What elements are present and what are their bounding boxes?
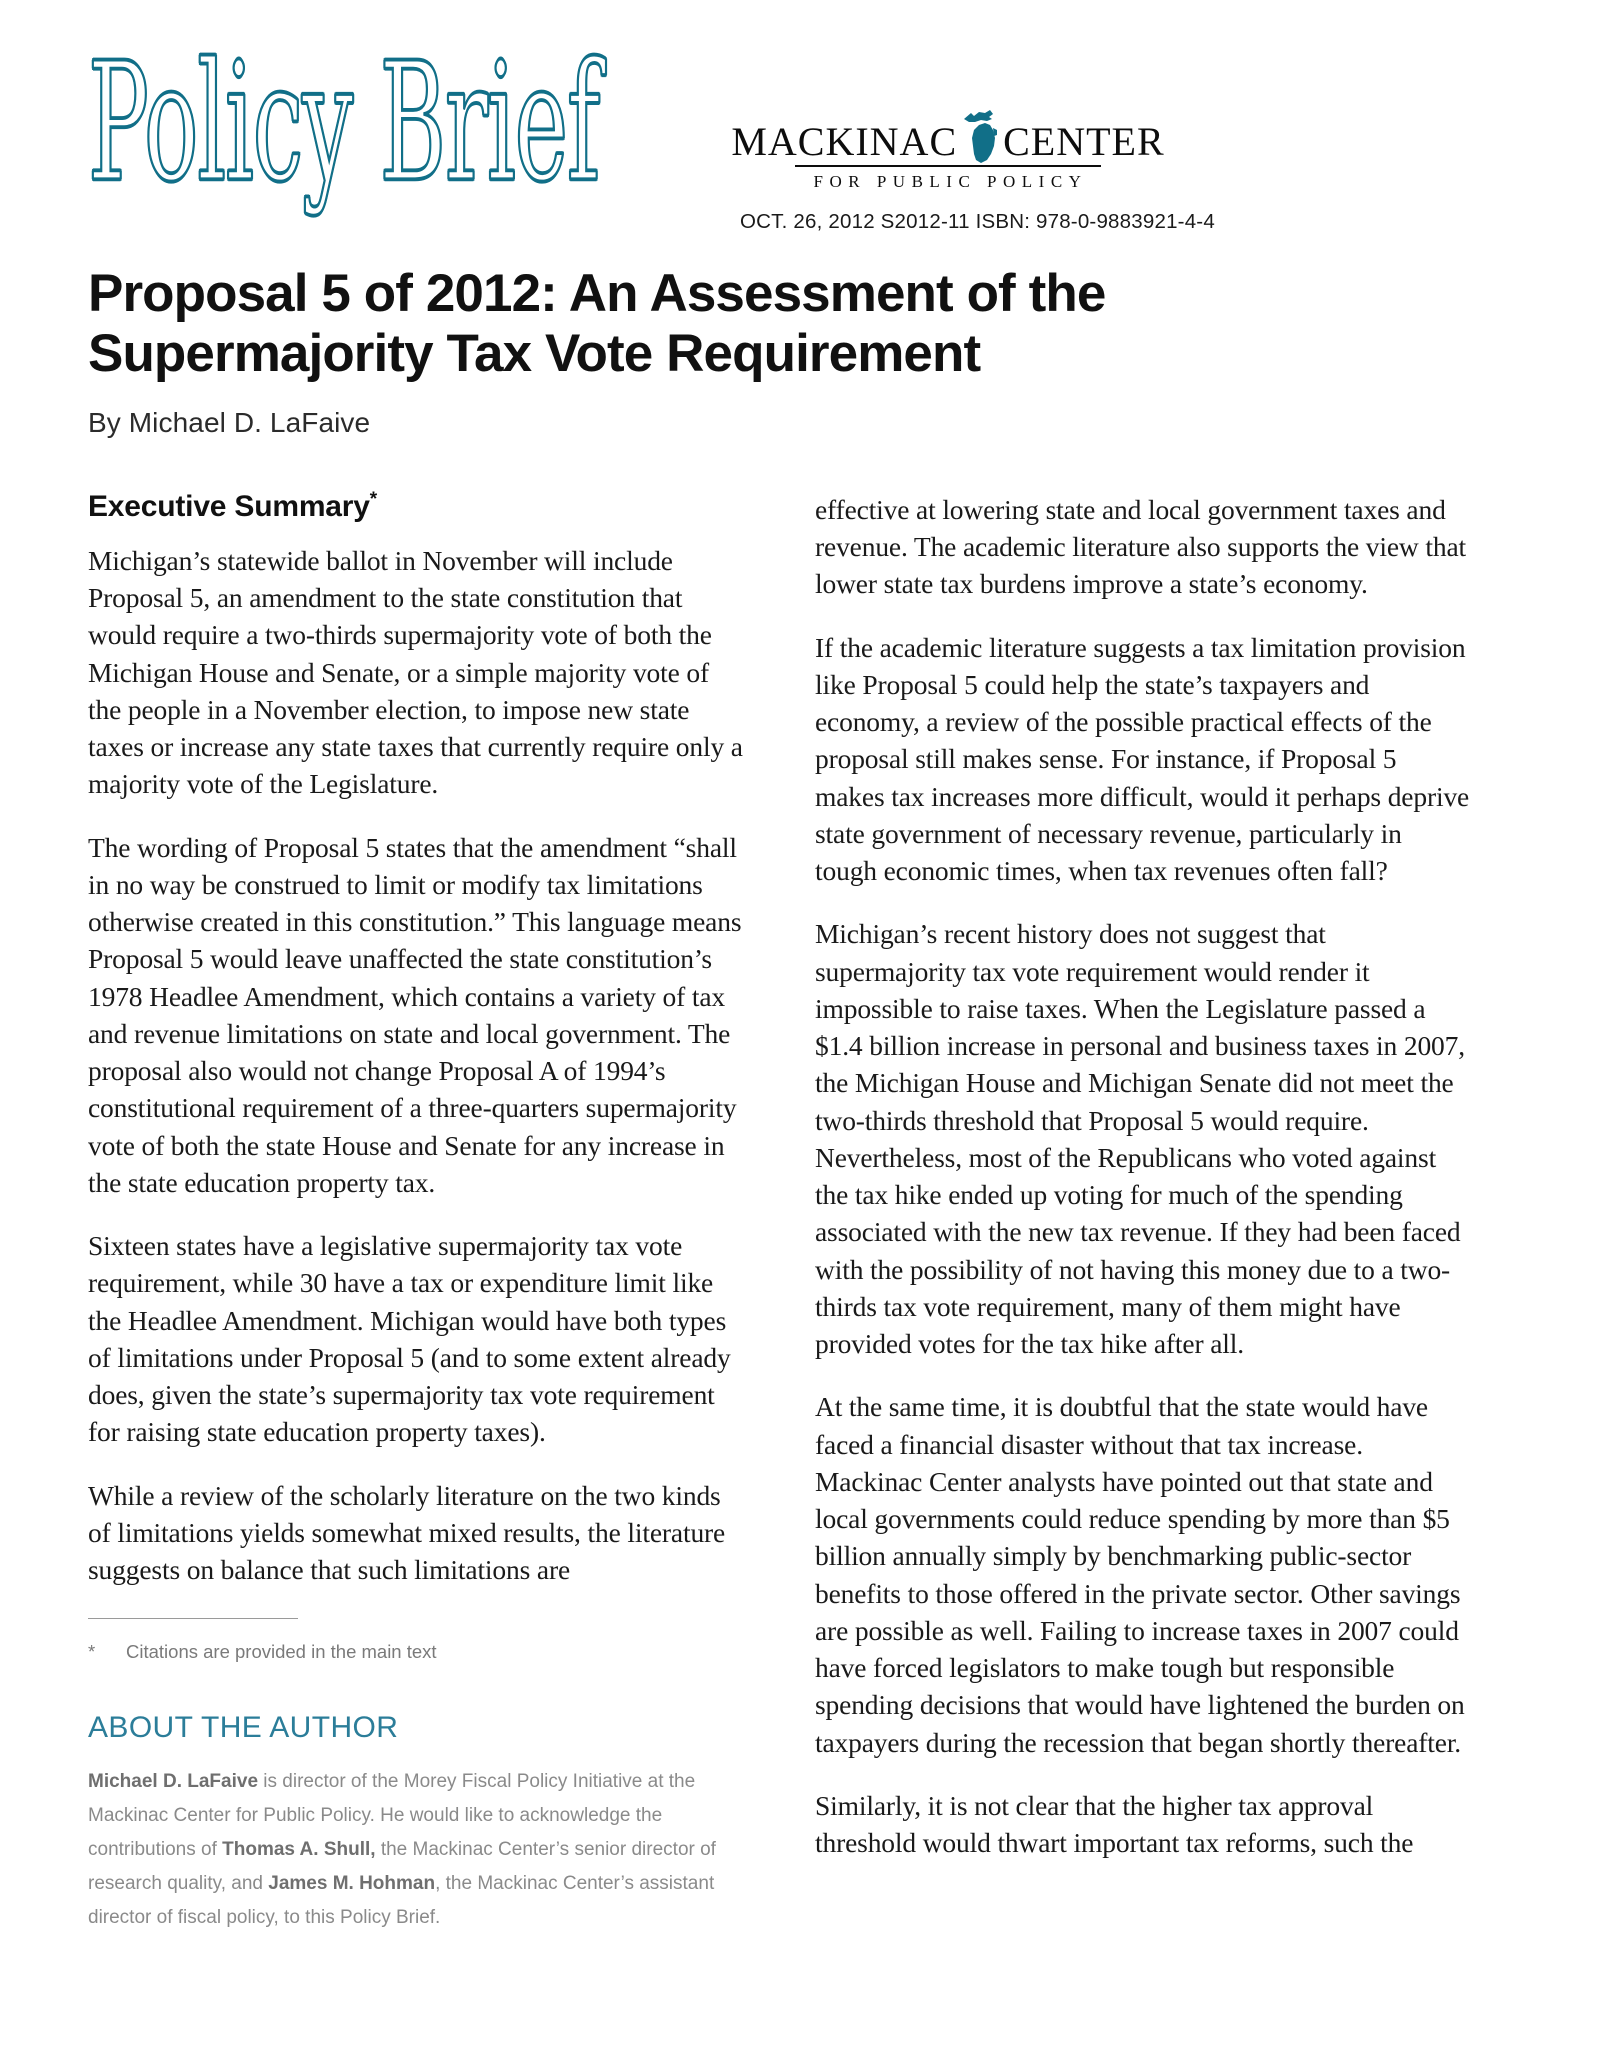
michigan-silhouette-icon (959, 108, 1001, 166)
executive-summary-heading-text: Executive Summary (88, 489, 370, 523)
mackinac-center-logo (731, 108, 1215, 234)
paragraph: While a review of the scholarly literature on the two kinds of limitations yields somewhat mixed results, the literature suggests on balance that such limitations are (88, 1479, 726, 1586)
publication-info: OCT. 26, 2012 S2012-11 ISBN: 978-0-9883921-4-4 (740, 210, 1215, 233)
about-author-text: , the Mackinac Center’s assistant director of fiscal policy, to this Policy Brief. (88, 1872, 715, 1928)
paragraph: Michigan’s recent history does not suggest that supermajority tax vote requirement would render it impossible to raise taxes. When the Legislature passed a $1.4 billion increase in personal and business taxes in 2007, the Michigan House and Michigan Senate did not meet the two-thirds threshold that Proposal 5 would require. Nevertheless, most of the Republicans who voted against the tax hike ended up voting for much of the spending associated with the new tax revenue. If they had been faced with the possibility of not having this money due to a two-thirds tax vote requirement, many of them might have provided votes for the tax hike after all. (815, 918, 1465, 1360)
footnote-area (88, 1618, 743, 1663)
paragraph: If the academic literature suggests a tax limitation provision like Proposal 5 could help the state’s taxpayers and economy, a review of the possible practical effects of the proposal still makes sense. For instance, if Proposal 5 makes tax increases more difficult, would it perhaps deprive state government of necessary revenue, particularly in tough economic times, when tax revenues often fall? (815, 631, 1470, 887)
left-column (88, 489, 743, 1935)
executive-summary-heading (88, 489, 743, 524)
about-author-name: James M. Hohman (268, 1872, 436, 1894)
footnote-text: Citations are provided in the main text (126, 1641, 437, 1663)
about-author-text: is director of the Morey Fiscal Policy Initiative at the Mackinac Center for Public Policy. He would like to acknowledge the contributions of (88, 1771, 696, 1860)
logo-word-center: CENTER (1003, 119, 1165, 164)
page-title: Proposal 5 of 2012: An Assessment of the Supermajority Tax Vote Requirement (88, 264, 1106, 384)
logo-wordmark-line (731, 108, 1165, 164)
paragraph: Similarly, it is not clear that the higher tax approval threshold would thwart important tax reforms, such the (815, 1789, 1414, 1859)
about-author-text: the Mackinac Center’s senior director of research quality, and (88, 1838, 716, 1894)
about-author-name: Thomas A. Shull, (222, 1838, 376, 1860)
title-block (88, 250, 1512, 439)
paragraph: At the same time, it is doubtful that the state would have faced a financial disaster without that tax increase. Mackinac Center analysts have pointed out that state and local governments could reduce spending by more than $5 billion annually simply by benchmarking public-sector benefits to those offered in the private sector. Other savings are possible as well. Failing to increase taxes in 2007 could have forced legislators to make tough but responsible spending decisions that would have lightened the burden on taxpayers during the recession that began shortly thereafter. (815, 1391, 1465, 1758)
about-the-author-body (88, 1765, 743, 1934)
about-author-name: Michael D. LaFaive (88, 1771, 259, 1793)
executive-summary-footnote-mark: * (369, 488, 377, 510)
logo-tagline: FOR PUBLIC POLICY (813, 172, 1088, 191)
footnote-mark: * (88, 1641, 96, 1663)
logo-divider-rule (795, 165, 1101, 167)
article-columns (88, 489, 1512, 1935)
masthead (0, 0, 1600, 250)
about-the-author-heading: ABOUT THE AUTHOR (88, 1711, 399, 1745)
paragraph: Michigan’s statewide ballot in November will include Proposal 5, an amendment to the state constitution that would require a two-thirds supermajority vote of both the Michigan House and Senate, or a simple majority vote of the people in a November election, to impose new state taxes or increase any state taxes that currently require only a majority vote of the Legislature. (88, 544, 743, 800)
footnote-divider (88, 1618, 298, 1619)
policy-brief-wordmark: Policy Brief (88, 27, 600, 219)
byline: By Michael D. LaFaive (88, 406, 371, 438)
paragraph: The wording of Proposal 5 states that the amendment “shall in no way be construed to limit or modify tax limitations otherwise created in this constitution.” This language means Proposal 5 would leave unaffected the state constitution’s 1978 Headlee Amendment, which contains a variety of tax and revenue limitations on state and local government. The proposal also would not change Proposal A of 1994’s constitutional requirement of a three-quarters supermajority vote of both the state House and Senate for any increase in the state education property tax. (88, 831, 742, 1198)
right-column (815, 489, 1470, 1935)
logo-word-mackinac: MACKINAC (731, 119, 958, 164)
masthead-inner (88, 27, 1520, 233)
paragraph: effective at lowering state and local government taxes and revenue. The academic literature also supports the view that lower state tax burdens improve a state’s economy. (815, 493, 1467, 600)
footnote (88, 1641, 743, 1663)
paragraph: Sixteen states have a legislative supermajority tax vote requirement, while 30 have a tax or expenditure limit like the Headlee Amendment. Michigan would have both types of limitations under Proposal 5 (and to some extent already does, given the state’s supermajority tax vote requirement for raising state education property taxes). (88, 1230, 731, 1448)
